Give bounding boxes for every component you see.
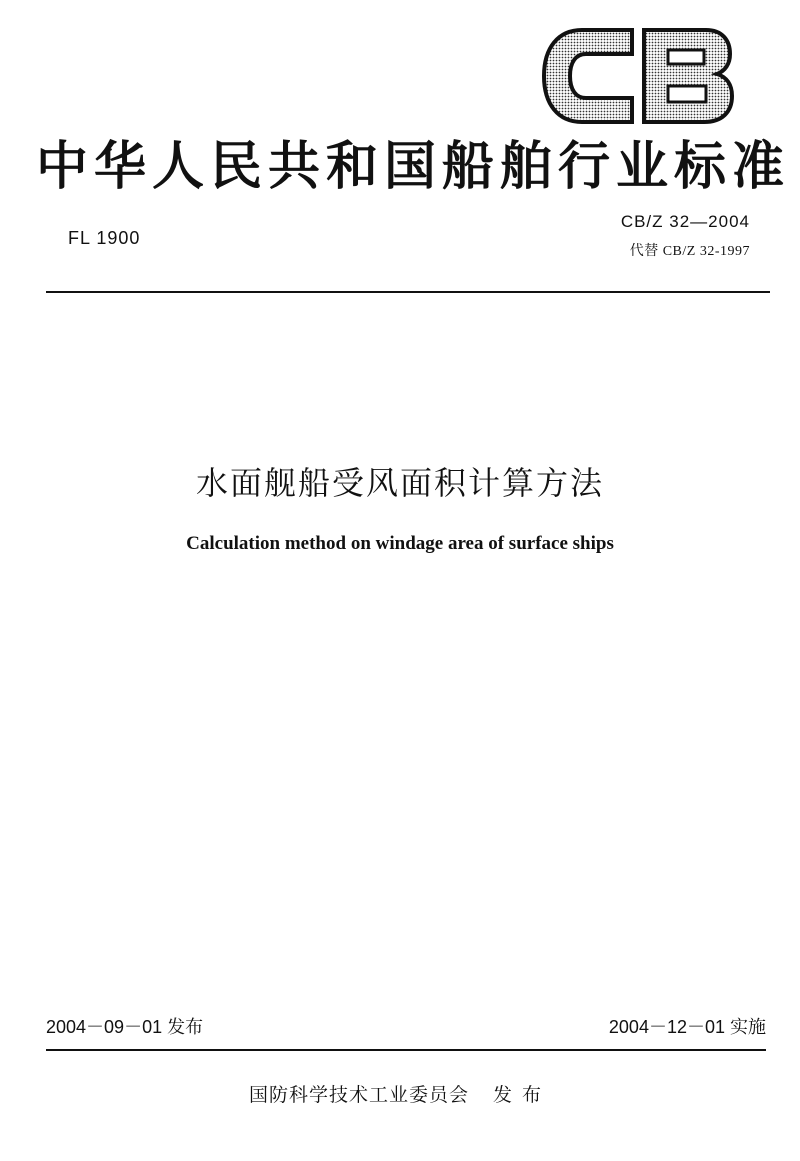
header-divider [46, 291, 770, 293]
document-title-en: Calculation method on windage area of surface ships [186, 533, 614, 554]
standard-category-title: 中华人民共和国船舶行业标准 [36, 137, 791, 197]
classification-code: FL 1900 [68, 228, 141, 248]
effective-date: 2004－12－01 实施 [608, 1017, 766, 1037]
cb-standard-logo-icon [540, 26, 736, 126]
issuer-line [0, 1080, 800, 1107]
issue-word: 发布 [493, 1084, 552, 1106]
replaces-standard: 代替 CB/Z 32-1997 [629, 244, 750, 259]
document-title-cn: 水面舰船受风面积计算方法 [195, 464, 604, 502]
footer-divider [46, 1049, 766, 1051]
standard-number: CB/Z 32—2004 [620, 212, 750, 231]
issuing-authority: 国防科学技术工业委员会 [248, 1084, 469, 1106]
issue-date: 2004－09－01 发布 [46, 1017, 204, 1037]
